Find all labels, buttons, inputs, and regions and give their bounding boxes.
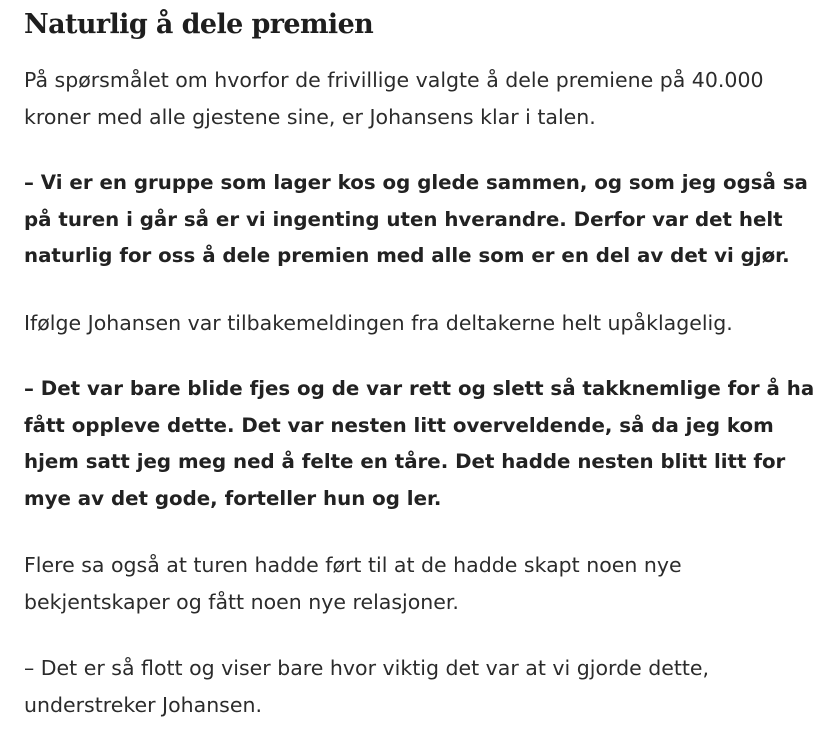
quote-line: – Vi er en gruppe som lager kos og glede sammen, og som jeg også sa xyxy=(24,171,808,194)
quote-paragraph xyxy=(24,371,814,517)
paragraph-line: understreker Johansen. xyxy=(24,692,262,717)
quote-line: – Det var bare blide fjes og de var rett og slett så takknemlige for å ha xyxy=(24,377,815,400)
paragraph-relations xyxy=(24,547,814,620)
quote-line: mye av det gode, forteller hun og ler. xyxy=(24,486,442,510)
paragraph-line: Flere sa også at turen hadde ført til at de hadde skapt noen nye xyxy=(24,553,682,577)
quote-line: på turen i går så er vi ingenting uten hverandre. Derfor var det helt xyxy=(24,207,783,231)
quote-line: hjem satt jeg meg ned å felte en tåre. Det hadde nesten blitt litt for xyxy=(24,450,786,473)
paragraph-line: På spørsmålet om hvorfor de frivillige valgte å dele premiene på 40.000 xyxy=(24,68,764,92)
paragraph-line: – Det er så flott og viser bare hvor viktig det var at vi gjorde dette, xyxy=(24,656,710,680)
paragraph-line: kroner med alle gjestene sine, er Johansens klar i talen. xyxy=(24,104,596,129)
paragraph-line: Ifølge Johansen var tilbakemeldingen fra deltakerne helt upåklagelig. xyxy=(24,311,733,335)
paragraph-closing xyxy=(24,650,814,723)
paragraph-line: bekjentskaper og fått noen nye relasjoner. xyxy=(24,589,459,614)
paragraph-feedback xyxy=(24,305,814,342)
paragraph-intro xyxy=(24,62,814,135)
section-heading: Naturlig å dele premien xyxy=(24,9,374,40)
quote-line: naturlig for oss å dele premien med alle som er en del av det vi gjør. xyxy=(24,244,790,267)
quote-line: fått oppleve dette. Det var nesten litt overveldende, så da jeg kom xyxy=(24,413,774,437)
quote-paragraph xyxy=(24,165,814,275)
